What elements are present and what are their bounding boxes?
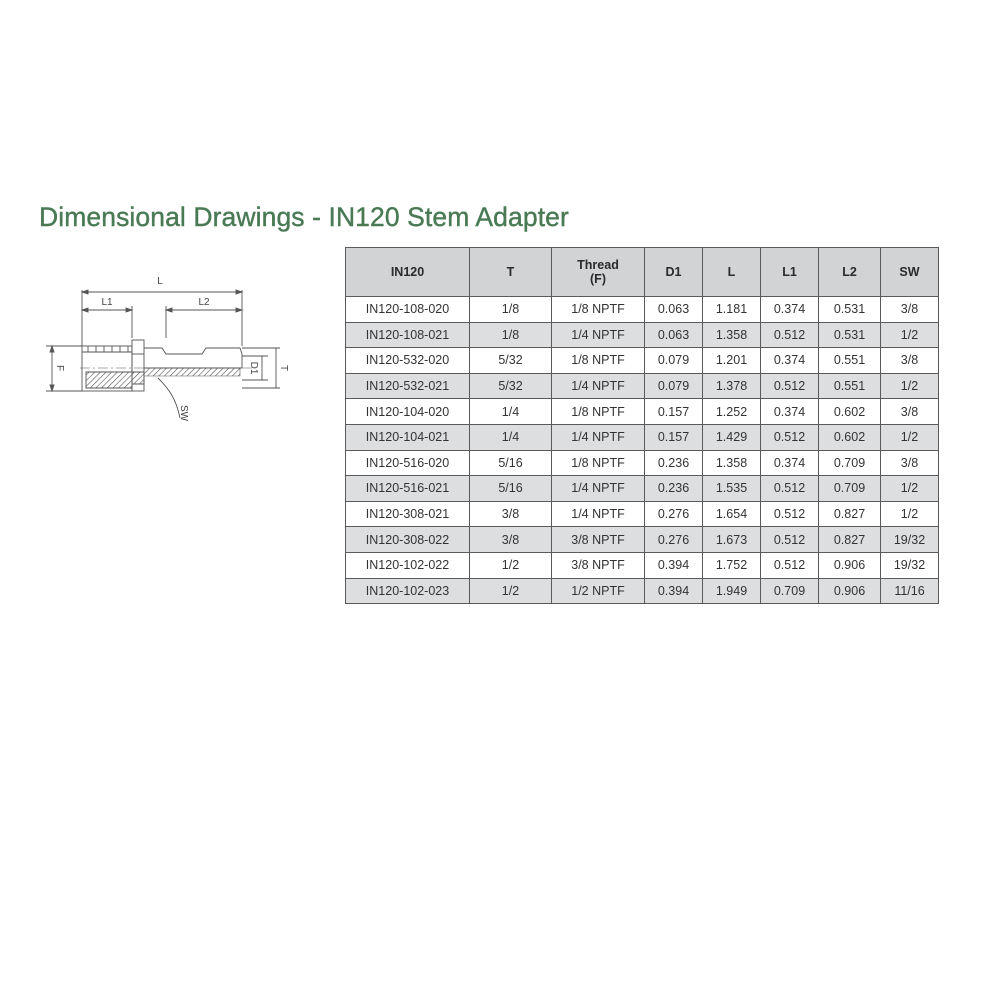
header-thread: Thread (F) (552, 248, 645, 297)
table-row: IN120-308-021 3/8 1/4 NPTF 0.276 1.654 0.512 0.827 1/2 (346, 501, 939, 527)
table-row: IN120-516-020 5/16 1/8 NPTF 0.236 1.358 0.374 0.709 3/8 (346, 450, 939, 476)
table-row: IN120-104-020 1/4 1/8 NPTF 0.157 1.252 0.374 0.602 3/8 (346, 399, 939, 425)
label-F: F (54, 364, 65, 372)
header-d1: D1 (645, 248, 703, 297)
table-row: IN120-532-020 5/32 1/8 NPTF 0.079 1.201 0.374 0.551 3/8 (346, 348, 939, 374)
drawing-lines (46, 290, 280, 418)
label-L2: L2 (198, 297, 210, 308)
page-title: Dimensional Drawings - IN120 Stem Adapter (39, 202, 569, 232)
table-header-row (346, 248, 939, 297)
header-t: T (470, 248, 552, 297)
stem-adapter-drawing (40, 268, 290, 428)
header-l: L (703, 248, 761, 297)
header-l2: L2 (819, 248, 881, 297)
table-row: IN120-104-021 1/4 1/4 NPTF 0.157 1.429 0.512 0.602 1/2 (346, 424, 939, 450)
label-L: L (157, 276, 163, 287)
header-sw: SW (881, 248, 939, 297)
table-row: IN120-108-020 1/8 1/8 NPTF 0.063 1.181 0.374 0.531 3/8 (346, 297, 939, 323)
header-l1: L1 (761, 248, 819, 297)
table-row: IN120-532-021 5/32 1/4 NPTF 0.079 1.378 0.512 0.551 1/2 (346, 373, 939, 399)
label-T: T (278, 364, 289, 372)
table-row: IN120-308-022 3/8 3/8 NPTF 0.276 1.673 0.512 0.827 19/32 (346, 527, 939, 553)
table-row: IN120-102-023 1/2 1/2 NPTF 0.394 1.949 0.709 0.906 11/16 (346, 578, 939, 604)
stem-hatch (144, 368, 240, 376)
header-part-number: IN120 (346, 248, 470, 297)
table-row: IN120-516-021 5/16 1/4 NPTF 0.236 1.535 0.512 0.709 1/2 (346, 476, 939, 502)
table-row: IN120-108-021 1/8 1/4 NPTF 0.063 1.358 0.512 0.531 1/2 (346, 322, 939, 348)
label-L1: L1 (101, 297, 113, 308)
dimension-table (345, 247, 939, 604)
label-D1: D1 (248, 361, 259, 375)
label-SW: SW (178, 404, 189, 422)
table-row: IN120-102-022 1/2 3/8 NPTF 0.394 1.752 0.512 0.906 19/32 (346, 552, 939, 578)
section-hatch (86, 372, 144, 388)
table-body (346, 297, 939, 604)
